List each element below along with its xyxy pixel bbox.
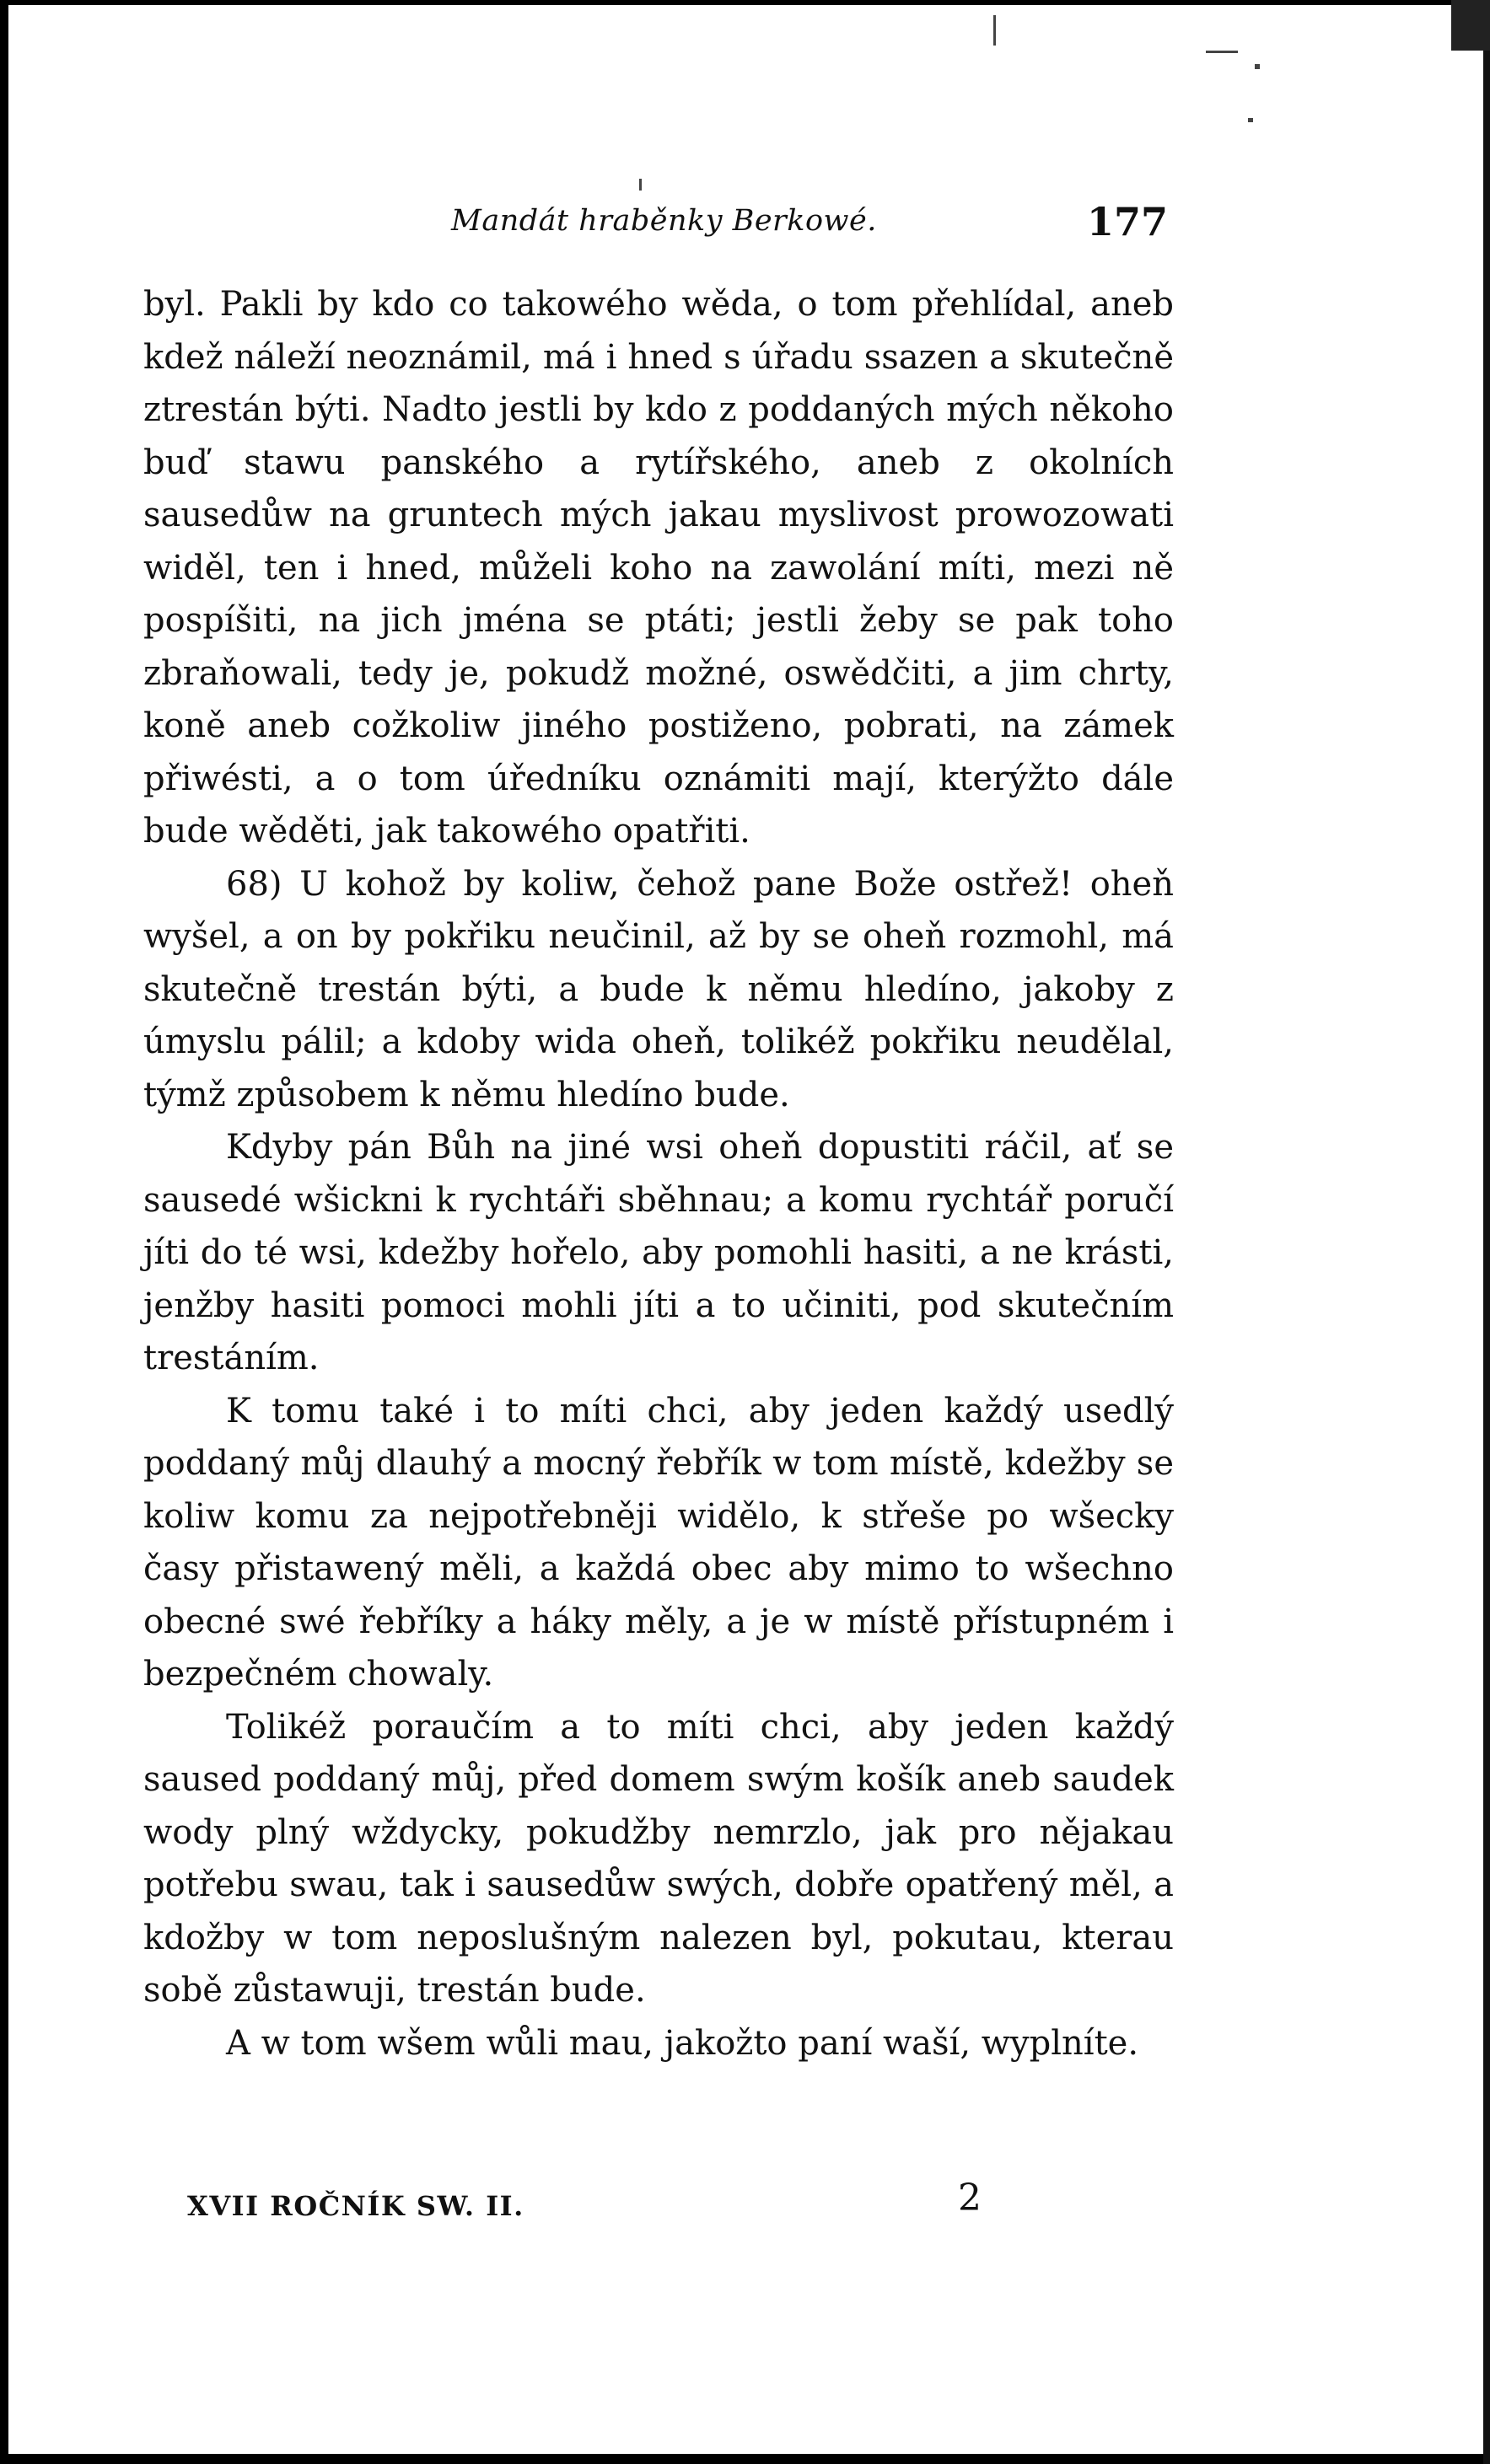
scan-edge-bottom xyxy=(0,2454,1490,2464)
paragraph: K tomu také i to míti chci, aby jeden každý usedlý poddaný můj dlauhý a mocný řebřík w tom místě, kdežby se koliw komu za nejpotřebněji widělo, k střeše po wšecky časy přistawený měli, a každá obec aby mimo to wšechno obecné swé řebříky a háky měly, a je w místě přístupném i bezpečném chowaly. xyxy=(143,1391,1174,1694)
paragraph: byl. Pakli by kdo co takowého wěda, o tom přehlídal, aneb kdež náleží neoznámil, má i hned s úřadu ssazen a skutečně ztrestán býti. Nadto jestli by kdo z poddaných mých někoho buď stawu panského a rytířského, aneb z okolních sausedůw na gruntech mých jakau myslivost prowozowati widěl, ten i hned, můželi koho na zawolání míti, mezi ně pospíšiti, na jich jména se ptáti; jestli žeby se pak toho zbraňowali, tedy je, pokudž možné, oswědčiti, a jim chrty, koně aneb cožkoliw jiného postiženo, pobrati, na zámek přiwésti, a o tom úředníku oznámiti mají, kterýžto dále bude wěděti, jak takowého opatřiti. xyxy=(143,285,1174,851)
scan-speck xyxy=(1206,51,1238,53)
sheet-number: 2 xyxy=(958,2177,982,2220)
scan-speck xyxy=(1255,64,1260,69)
running-head-title: Mandát hraběnky Berkowé. xyxy=(451,204,877,238)
scan-corner-shadow xyxy=(1451,0,1490,51)
running-head xyxy=(143,199,1168,253)
paragraph: A w tom wšem wůli mau, jakožto paní waší, wyplníte. xyxy=(226,2023,1139,2063)
printer-signature: XVII ROČNÍK SW. II. xyxy=(187,2190,524,2222)
scan-edge-left xyxy=(0,0,8,2464)
scan-edge-right xyxy=(1483,0,1490,2464)
paragraph: Kdyby pán Bůh na jiné wsi oheň dopustiti ráčil, ať se sausedé wšickni k rychtáři sběhnau; a komu rychtář poručí jíti do té wsi, kdežby hořelo, aby pomohli hasiti, a ne krásti, jenžby hasiti pomoci mohli jíti a to učiniti, pod skutečním trestáním. xyxy=(143,1128,1174,1377)
paragraph: 68) U kohož by koliw, čehož pane Bože ostřež! oheň wyšel, a on by pokřiku neučinil, až by se oheň rozmohl, má skutečně trestán býti, a bude k němu hledíno, jakoby z úmyslu pálil; a kdoby wida oheň, tolikéž pokřiku neudělal, týmž způsobem k němu hledíno bude. xyxy=(143,864,1174,1114)
scan-edge-top xyxy=(0,0,1490,5)
scan-speck xyxy=(639,179,642,191)
scan-speck xyxy=(1248,118,1253,122)
body-text xyxy=(143,278,1174,2069)
paragraph: Tolikéž poraučím a to míti chci, aby jeden každý saused poddaný můj, před domem swým košík aneb saudek wody plný wždycky, pokudžby nemrzlo, jak pro nějakau potřebu swau, tak i sausedůw swých, dobře opatřený měl, a kdožby w tom neposlušným nalezen byl, pokutau, kterau sobě zůstawuji, trestán bude. xyxy=(143,1707,1174,2010)
page-number: 177 xyxy=(1086,199,1168,244)
scan-speck xyxy=(993,15,996,46)
